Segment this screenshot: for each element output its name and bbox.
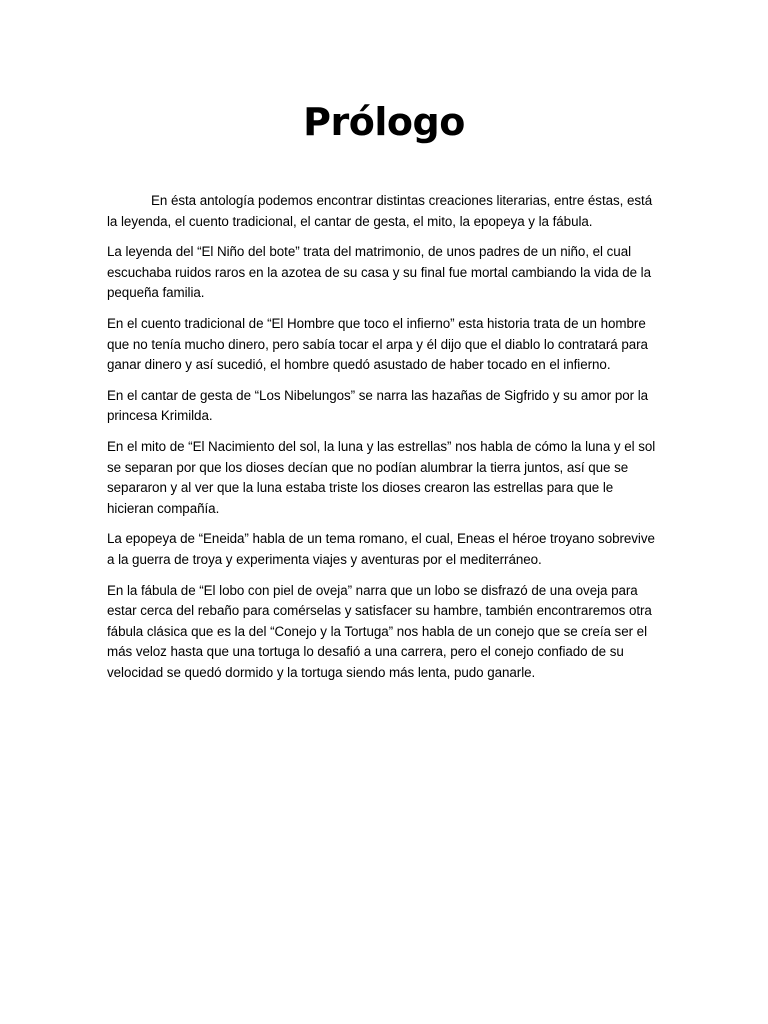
paragraph-cantar-de-gesta: En el cantar de gesta de “Los Nibelungos” se narra las hazañas de Sigfrido y su amor por la princesa Krimilda. [107,387,649,424]
paragraph-intro: En ésta antología podemos encontrar distintas creaciones literarias, entre éstas, está la leyenda, el cuento tradicional, el cantar de gesta, el mito, la epopeya y la fábula. [107,193,653,229]
paragraph-leyenda: La leyenda del “El Niño del bote” trata del matrimonio, de unos padres de un niño, el cual escuchaba ruidos raros en la azotea de su casa y su final fue mortal cambiando la vida de la pequeña familia. [107,244,651,301]
paragraph-mito: En el mito de “El Nacimiento del sol, la luna y las estrellas” nos habla de cómo la luna y el sol se separan por que los dioses decían que no podían alumbrar la tierra juntos, así que se separaron y al ver que la luna estaba triste los dioses crearon las estrellas para que le hicieran compañía. [107,438,656,516]
document-body [107,191,663,693]
paragraph-fabula: En la fábula de “El lobo con piel de oveja” narra que un lobo se disfrazó de una oveja para estar cerca del rebaño para comérselas y satisfacer su hambre, también encontraremos otra fábula clásica que es la del “Conejo y la Tortuga” nos habla de un conejo que se creía ser el más veloz hasta que una tortuga lo desafió a una carrera, pero el conejo confiado de su velocidad se quedó dormido y la tortuga siendo más lenta, pudo ganarle. [107,582,652,680]
page-title: Prólogo [303,100,465,144]
paragraph-epopeya: La epopeya de “Eneida” habla de un tema romano, el cual, Eneas el héroe troyano sobrevive a la guerra de troya y experimenta viajes y aventuras por el mediterráneo. [107,531,655,567]
paragraph-cuento: En el cuento tradicional de “El Hombre que toco el infierno” esta historia trata de un hombre que no tenía mucho dinero, pero sabía tocar el arpa y él dijo que el diablo lo contratará para ganar dinero y así sucedió, el hombre quedó asustado de haber tocado en el infierno. [107,315,648,373]
